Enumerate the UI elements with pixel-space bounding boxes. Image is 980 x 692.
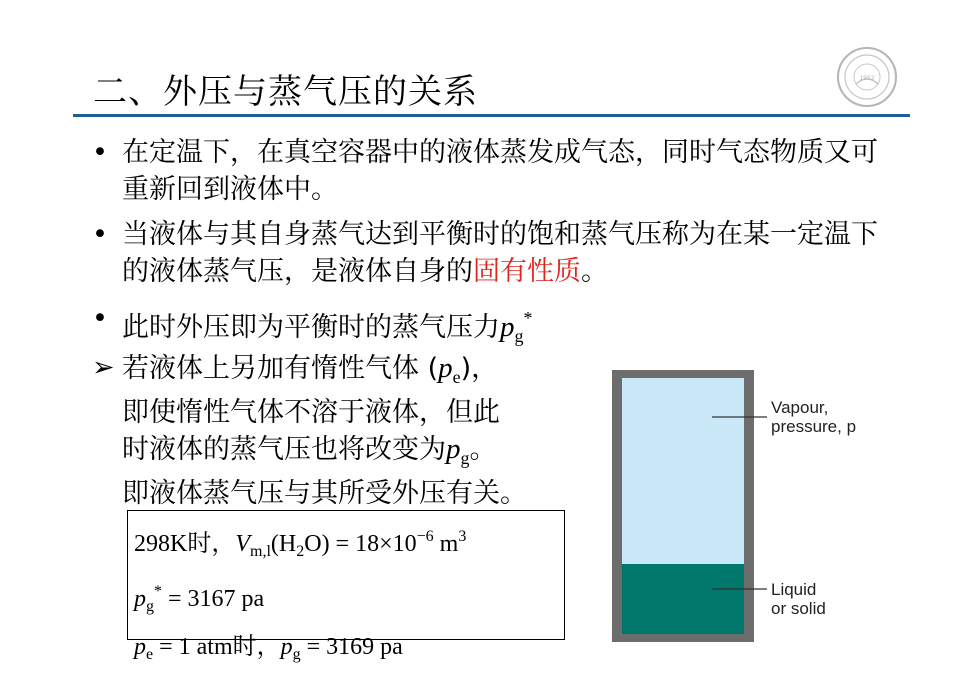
bullet-text-main: 当液体与其自身蒸气达到平衡时的饱和蒸气压称为在某一定温下的液体蒸气压，是液体自身的 (122, 219, 878, 287)
data-box (127, 510, 565, 663)
bullet-marker: • (92, 219, 108, 250)
arrow-line-1: 若液体上另加有惰性气体 $(p_e)$， (122, 352, 499, 387)
university-seal-icon (836, 46, 898, 108)
bullet-text (92, 300, 892, 355)
pg-symbol: $p_g$ (446, 433, 470, 468)
bullet-marker: • (92, 303, 108, 334)
box-row-2: $p_g^* = 3167$ pa (134, 583, 265, 615)
arrow-line-4: 即液体蒸气压与其所受外压有关。 (122, 478, 527, 509)
bullet-text: 在定温下，在真空容器中的液体蒸发成气态，同时气态物质又可重新回到液体中。 (122, 137, 878, 205)
vapour-liquid-diagram (612, 370, 942, 642)
seal-year: 1952 (859, 75, 875, 82)
liquid-label: Liquid or solid (771, 580, 826, 618)
bullet-text-end: 。 (581, 256, 608, 287)
box-row-3: $p_e = 1$ atm时，$p_g = 3169$ pa (134, 634, 403, 663)
highlight-text: 固有性质 (473, 256, 581, 287)
box-row-1: 298K时，$V_{m,l}(H_2O) = 18\times 10^{-6}$ $m^3$ (134, 528, 467, 560)
slide-title: 二、外压与蒸气压的关系 (93, 72, 478, 112)
bullet-item-1 (92, 134, 892, 208)
pg-symbol: $p_g^*$ (500, 308, 533, 346)
bullet-text (92, 216, 892, 290)
arrow-marker-icon: ➢ (92, 352, 115, 383)
arrow-line-2: 即使惰性气体不溶于液体，但此 (122, 397, 500, 428)
vapour-region (622, 378, 744, 564)
title-underline (73, 114, 910, 117)
arrow-paragraph (92, 350, 632, 512)
liquid-region (622, 564, 744, 634)
arrow-line-3: 时液体的蒸气压也将改变为$p_g$。 (122, 433, 497, 468)
vapour-label: Vapour, pressure, p (771, 398, 857, 436)
bullet-marker: • (92, 137, 108, 168)
bullet-item-3 (92, 300, 892, 355)
pe-symbol: $p_e$ (438, 352, 461, 387)
bullet-text-main: 此时外压即为平衡时的蒸气压力 (122, 312, 500, 343)
bullet-item-2 (92, 216, 892, 290)
